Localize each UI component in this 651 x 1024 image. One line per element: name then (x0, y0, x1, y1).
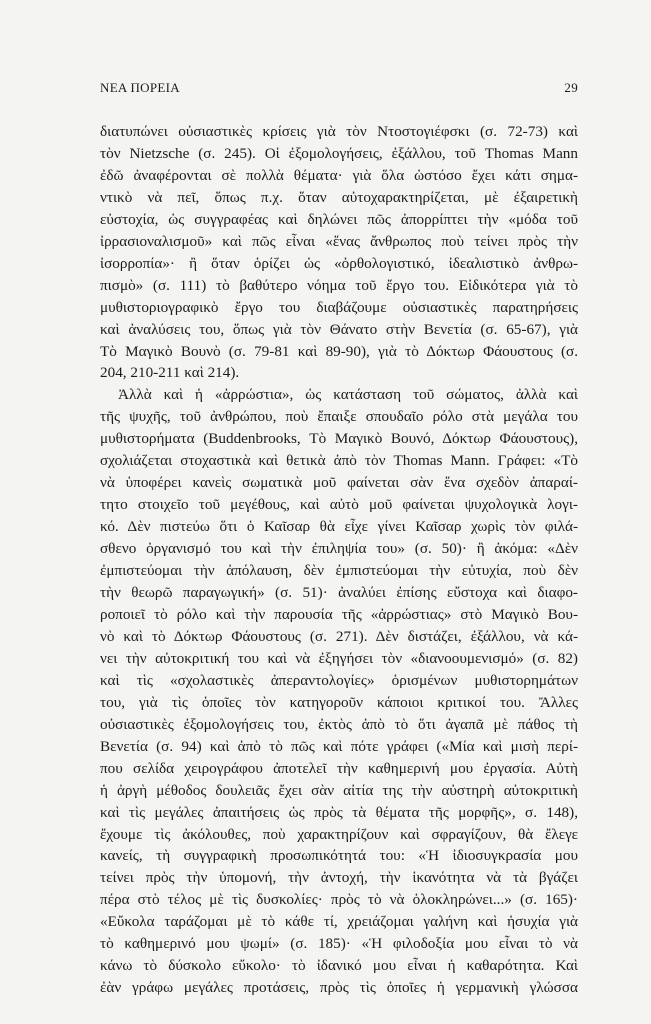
text-line: τὴν θεωρῶ παραγωγική» (σ. 51)· ἀναλύει ἐπίσης εὔστοχα καὶ διαφο- (100, 584, 578, 602)
text-line: εὐστοχία, ὡς συγγραφέας καὶ δηλώνει πῶς ἀπορρίπτει τὴν «μόδα τοῦ (100, 210, 578, 228)
text-line: Βενετία (σ. 94) καὶ ἀπὸ τὸ πῶς καὶ πότε γράφει («Μία καὶ μισὴ περί- (100, 737, 578, 755)
text-line: καὶ ἀναλύσεις του, ὅπως γιὰ τὸν Θάνατο στὴν Βενετία (σ. 65-67), γιὰ (100, 320, 578, 338)
text-line: ἰρρασιοναλισμοῦ» καὶ πῶς εἶναι «ἕνας ἄνθρωπος ποὺ τείνει πρὸς τὴν (100, 232, 578, 250)
text-line: ἐμπιστεύομαι τὴν ἀπόλαυση, δὲν ἐμπιστεύομαι τὴν εὐτυχία, ποὺ δὲν (100, 562, 578, 580)
text-line: σχολιάζεται στοχαστικὰ καὶ θετικὰ ἀπὸ τὸν Thomas Mann. Γράφει: «Τὸ (100, 452, 578, 470)
text-line: τητο στοιχεῖο τοῦ μεγέθους, καὶ αὐτὸ μοῦ φαίνεται ψυχολογικὰ λογι- (100, 496, 578, 514)
text-line: τὸ καθημερινό μου ψωμί» (σ. 185)· «Ἡ φιλοδοξία μου εἶναι τὸ νὰ (100, 935, 578, 953)
text-line: σθενο ὀργανισμό του καὶ τὴν ἐπιληψία του» (σ. 50)· ἢ ἀκόμα: «Δὲν (100, 540, 578, 558)
page-header (100, 80, 578, 96)
text-line: τείνει πρὸς τὴν ὑπομονή, τὴν ἀντοχή, τὴν ἱκανότητα νὰ τὰ βγάζει (100, 869, 578, 887)
text-line: ἡ ἀργὴ μέθοδος δουλειᾶς ἔχει σὰν αἰτία της τὴν αὐστηρὴ αὐτοκριτικὴ (100, 781, 578, 799)
text-line: Ἀλλὰ καὶ ἡ «ἀρρώστια», ὡς κατάσταση τοῦ σώματος, ἀλλὰ καὶ (118, 386, 578, 404)
text-line: τὸν Nietzsche (σ. 245). Οἱ ἐξομολογήσεις, ἐξάλλου, τοῦ Thomas Mann (100, 144, 578, 162)
text-line: ἐδῶ ἀναφέρονται σὲ πολλὰ θέματα· γιὰ ὅλα ὡστόσο ἔχει κάτι σημα- (100, 166, 578, 184)
running-title: ΝΕΑ ΠΟΡΕΙΑ (100, 80, 180, 95)
text-line: Τὸ Μαγικὸ Βουνὸ (σ. 79-81 καὶ 89-90), γιὰ τὸ Δόκτωρ Φάουστους (σ. (100, 342, 578, 360)
text-line: ἐὰν γράφω μεγάλες προτάσεις, πρὸς τὶς ὁποῖες ἡ γερμανικὴ γλώσσα (100, 979, 578, 997)
text-line: μυθιστορήματα (Buddenbrooks, Τὸ Μαγικὸ Βουνό, Δόκτωρ Φάουστους), (100, 430, 578, 448)
text-line: κάνω τὸ δύσκολο εὔκολο· τὸ ἰδανικό μου εἶναι ἡ καθαρότητα. Καὶ (100, 957, 578, 975)
text-line: 204, 210-211 καὶ 214). (100, 364, 240, 382)
text-line: του, γιὰ τὶς ὁποῖες τὸν κατηγοροῦν κάποιοι κριτικοί του. Ἄλλες (100, 693, 578, 711)
text-line: μυθιστοριογραφικὸ ἔργο του διαβάζουμε οὐσιαστικὲς παρατηρήσεις (100, 298, 578, 316)
text-line: καὶ τὶς μεγάλες ἀπαιτήσεις ὡς πρὸς τὰ θέματα τῆς μορφῆς», σ. 148), (100, 803, 578, 821)
text-line: οὐσιαστικὲς ἐξομολογήσεις του, ἐκτὸς ἀπὸ τὸ ὅτι ἀγαπᾶ μὲ πάθος τὴ (100, 715, 578, 733)
text-line: νει τὴν αὐτοκριτική του καὶ νὰ ἐξηγήσει τὸν «διανοουμενισμό» (σ. 82) (100, 649, 578, 667)
text-line: τῆς ψυχῆς, τοῦ ἀνθρώπου, ποὺ ἔπαιξε σπουδαῖο ρόλο στὰ μεγάλα του (100, 408, 578, 426)
text-line: κό. Δὲν πιστεύω ὅτι ὁ Καῖσαρ θὰ εἶχε γίνει Καῖσαρ χωρὶς τὸν φιλά- (100, 518, 578, 536)
page-number: 29 (564, 80, 578, 95)
text-line: ἔχουμε τὶς ἀκόλουθες, ποὺ χαρακτηρίζουν καὶ σφραγίζουν, θὰ ἔλεγε (100, 825, 578, 843)
body-text (100, 121, 578, 999)
text-line: «Εὔκολα ταράζομαι μὲ τὸ κάθε τί, χρειάζομαι γαλήνη καὶ ἡσυχία γιὰ (100, 913, 578, 931)
text-line: πέρα στὸ τέλος μὲ τὶς δυσκολίες· πρὸς τὸ νὰ ὁλοκληρώνει...» (σ. 165)· (100, 891, 578, 909)
text-line: νὰ ὑποφέρει κανεὶς σωματικὰ μοῦ φαίνεται σὰν ἕνα σχεδὸν ἀπαραί- (100, 474, 578, 492)
text-line: καὶ τὶς «σχολαστικὲς ἀπεραντολογίες» ὁρισμένων μυθιστορημάτων (100, 671, 578, 689)
text-line: ντικὸ νὰ πεῖ, ὅπως π.χ. ὅταν αὐτοχαρακτηρίζεται, μὲ ἐξαιρετικὴ (100, 188, 578, 206)
text-line: νὸ καὶ τὸ Δόκτωρ Φάουστους (σ. 271). Δὲν διστάζει, ἐξάλλου, νὰ κά- (100, 627, 578, 645)
text-line: ἰσορροπία»· ἢ ὅταν ὁρίζει ὡς «ὀρθολογιστικό, ἰδεαλιστικὸ ἀνθρω- (100, 254, 578, 272)
text-line: διατυπώνει οὐσιαστικὲς κρίσεις γιὰ τὸν Ντοστογιέφσκι (σ. 72-73) καὶ (100, 123, 578, 140)
text-line: κανείς, τὴ συγγραφικὴ προσωπικότητά του: «Ἡ ἰδιοσυγκρασία μου (100, 847, 578, 865)
text-line: πισμὸ» (σ. 111) τὸ βαθύτερο νόημα τοῦ ἔργο του. Εἰδικότερα γιὰ τὸ (100, 276, 578, 294)
text-line: που σελίδα χειρογράφου ἀποτελεῖ τὴν καθημερινή μου ἐργασία. Αὐτὴ (100, 759, 578, 777)
text-line: ροποιεῖ τὸ ρόλο καὶ τὴν παρουσία τῆς «ἀρρώστιας» στὸ Μαγικὸ Βου- (100, 605, 578, 623)
